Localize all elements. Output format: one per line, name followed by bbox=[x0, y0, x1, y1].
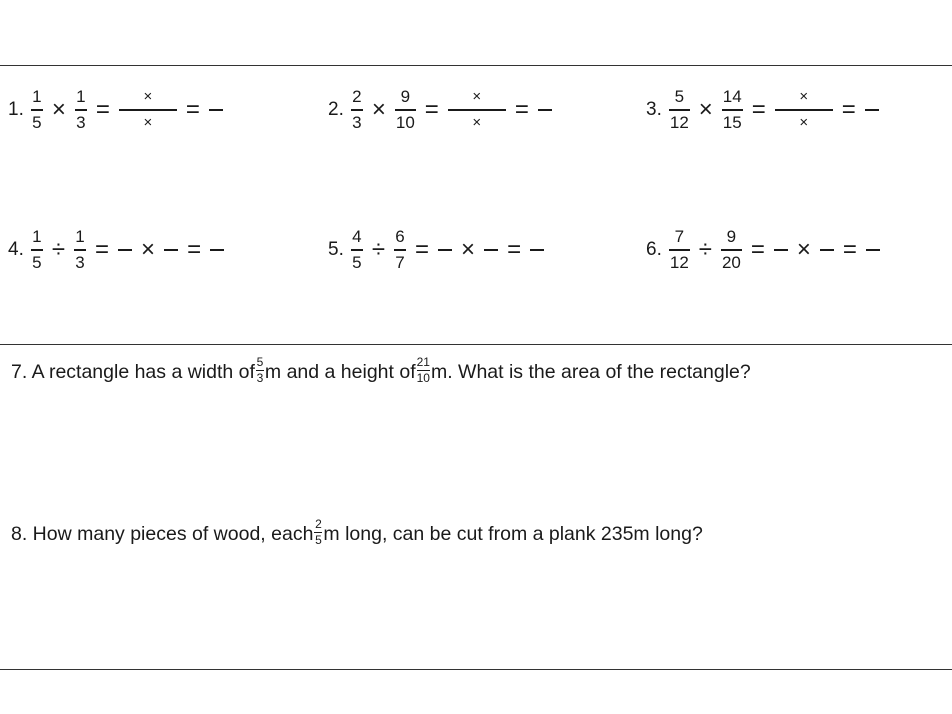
blank-fraction bbox=[484, 249, 498, 251]
equals-sign: = bbox=[750, 236, 765, 263]
fraction-b: $\frac{6}{7}$ bbox=[395, 227, 405, 272]
answer-blank bbox=[210, 249, 224, 251]
fraction-a: $\frac{5}{12}$ bbox=[669, 87, 689, 132]
fraction-a: $\frac{1}{5}$ bbox=[32, 87, 42, 132]
multiplication-row bbox=[0, 70, 952, 150]
problem-1 bbox=[8, 70, 228, 150]
problem-3 bbox=[646, 70, 884, 150]
fraction-b: $\frac{1}{3}$ bbox=[75, 227, 85, 272]
blank-fraction bbox=[820, 249, 834, 251]
times-sign: × bbox=[461, 236, 476, 263]
length-fraction: 2 5 bbox=[315, 517, 322, 547]
problem-number: 5. bbox=[328, 239, 344, 260]
question-text: m long, can be cut from a plank 235m long? bbox=[323, 523, 703, 545]
operator: × bbox=[698, 96, 713, 123]
working-fraction: $\frac{\times}{\times}$ bbox=[775, 87, 833, 133]
operator: ÷ bbox=[698, 236, 712, 263]
equals-sign: = bbox=[751, 96, 766, 123]
times-sign: × bbox=[141, 236, 156, 263]
problem-2 bbox=[328, 70, 557, 150]
working-fraction: $\frac{\times}{\times}$ bbox=[448, 87, 506, 133]
operator: ÷ bbox=[371, 236, 386, 263]
bottom-rule bbox=[0, 669, 952, 670]
question-text: m. What is the area of the rectangle? bbox=[430, 361, 751, 383]
working-fraction: $\frac{\times}{\times}$ bbox=[119, 87, 177, 133]
equals-sign: = bbox=[187, 236, 202, 263]
equals-sign: = bbox=[841, 96, 856, 123]
question-text: m and a height of bbox=[264, 361, 416, 383]
problem-6 bbox=[646, 210, 885, 290]
question-text: 7. A rectangle has a width of bbox=[11, 361, 255, 383]
fraction-b: $\frac{9}{20}$ bbox=[721, 227, 741, 272]
times-sign: × bbox=[796, 236, 811, 263]
equals-sign: = bbox=[185, 96, 200, 123]
problem-number: 6. bbox=[646, 239, 662, 260]
blank-fraction bbox=[438, 249, 452, 251]
blank-fraction bbox=[164, 249, 178, 251]
problem-number: 1. bbox=[8, 99, 24, 120]
answer-blank bbox=[530, 249, 544, 251]
operator: × bbox=[51, 96, 66, 123]
answer-blank bbox=[865, 109, 879, 111]
fraction-b: $\frac{14}{15}$ bbox=[722, 87, 742, 132]
operator: × bbox=[371, 96, 386, 123]
fraction-a: $\frac{7}{12}$ bbox=[669, 227, 689, 272]
problem-number: 2. bbox=[328, 99, 344, 120]
blank-fraction bbox=[118, 249, 132, 251]
fraction-a: $\frac{1}{5}$ bbox=[32, 227, 42, 272]
word-problem-7 bbox=[11, 355, 751, 387]
width-fraction: 5 3 bbox=[256, 355, 264, 385]
word-problem-8 bbox=[11, 517, 703, 549]
equals-sign: = bbox=[415, 236, 430, 263]
equals-sign: = bbox=[424, 96, 439, 123]
middle-rule bbox=[0, 344, 952, 345]
top-rule bbox=[0, 65, 952, 66]
answer-blank bbox=[209, 109, 223, 111]
equals-sign: = bbox=[95, 96, 110, 123]
division-row bbox=[0, 210, 952, 290]
operator: ÷ bbox=[51, 236, 66, 263]
height-fraction: 21 10 bbox=[416, 355, 430, 385]
blank-fraction bbox=[774, 249, 788, 251]
fraction-b: $\frac{9}{10}$ bbox=[395, 87, 415, 132]
fraction-a: $\frac{4}{5}$ bbox=[352, 227, 362, 272]
answer-blank bbox=[866, 249, 880, 251]
answer-blank bbox=[538, 109, 552, 111]
problem-4 bbox=[8, 210, 229, 290]
question-text: 8. How many pieces of wood, each bbox=[11, 523, 314, 545]
equals-sign: = bbox=[95, 236, 110, 263]
problem-number: 4. bbox=[8, 239, 24, 260]
fraction-b: $\frac{1}{3}$ bbox=[76, 87, 86, 132]
equals-sign: = bbox=[842, 236, 857, 263]
equals-sign: = bbox=[514, 96, 529, 123]
equals-sign: = bbox=[507, 236, 522, 263]
problem-number: 3. bbox=[646, 99, 662, 120]
fraction-a: $\frac{2}{3}$ bbox=[352, 87, 362, 132]
problem-5 bbox=[328, 210, 549, 290]
